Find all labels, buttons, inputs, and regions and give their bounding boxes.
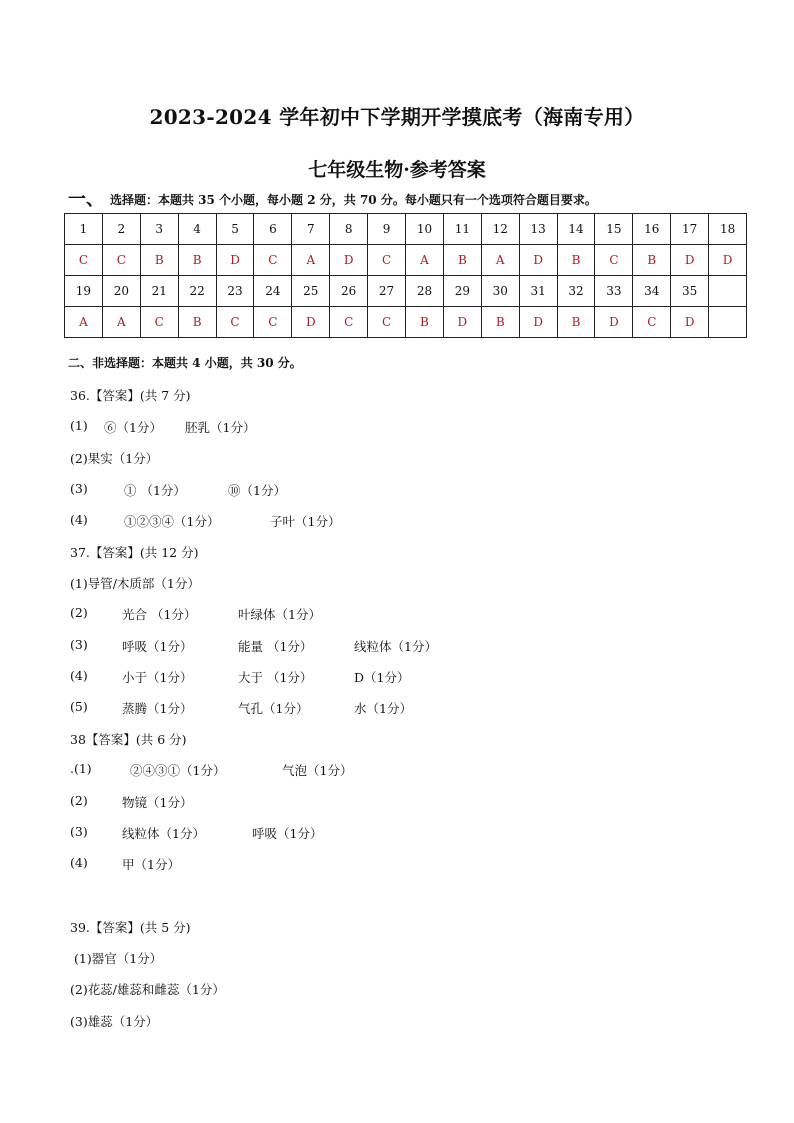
q36-line-1 [70, 418, 670, 436]
q37-5-c: 水（1分） [354, 701, 412, 716]
q37-3-num: (3) [70, 637, 88, 652]
table-cell-number: 23 [216, 276, 254, 307]
q37-5-a: 蒸腾（1分） [122, 701, 193, 716]
table-cell-number: 6 [254, 214, 292, 245]
table-cell-answer: B [178, 245, 216, 276]
table-row-answers-1 [65, 245, 747, 276]
table-cell-number: 29 [443, 276, 481, 307]
table-cell-number: 16 [633, 214, 671, 245]
q38-4-num: (4) [70, 855, 88, 870]
table-cell-answer: B [557, 245, 595, 276]
q37-header: 37.【答案】(共 12 分) [70, 545, 199, 560]
table-cell-answer: D [709, 245, 747, 276]
q38-line-1 [70, 761, 670, 779]
table-cell-number: 24 [254, 276, 292, 307]
table-cell-answer: C [595, 245, 633, 276]
q38-3-a: 线粒体（1分） [122, 826, 205, 841]
q36-header: 36.【答案】(共 7 分) [70, 388, 191, 403]
q36-1-num: (1) [70, 418, 88, 433]
table-cell-number: 7 [292, 214, 330, 245]
table-cell-answer: D [519, 245, 557, 276]
table-cell-answer: C [216, 307, 254, 338]
q38-4-a: 甲（1分） [122, 857, 180, 872]
q38-1-num: .(1) [70, 761, 92, 776]
table-cell-answer: A [292, 245, 330, 276]
q36-line-4 [70, 512, 670, 530]
q37-4-num: (4) [70, 668, 88, 683]
table-cell-answer: C [368, 245, 406, 276]
table-cell-number: 26 [330, 276, 368, 307]
table-cell-answer: D [671, 307, 709, 338]
q37-5-num: (5) [70, 699, 88, 714]
table-cell-answer: C [330, 307, 368, 338]
q38-3-b: 呼吸（1分） [252, 826, 323, 841]
section-2-heading: 二、非选择题：本题共 4 小题，共 30 分。 [68, 356, 302, 370]
table-cell-answer: D [330, 245, 368, 276]
table-cell-number: 31 [519, 276, 557, 307]
table-cell-number: 32 [557, 276, 595, 307]
q37-line-2 [70, 605, 670, 623]
table-cell-number: 2 [102, 214, 140, 245]
q37-3-a: 呼吸（1分） [122, 639, 193, 654]
table-cell-answer: C [65, 245, 103, 276]
table-cell-number [709, 276, 747, 307]
q36-3-num: (3) [70, 481, 88, 496]
q36-3-a: ① （1分） [124, 483, 186, 498]
q38-header: 38【答案】(共 6 分) [70, 732, 187, 747]
q36-4-num: (4) [70, 512, 88, 527]
q38-2-num: (2) [70, 793, 88, 808]
table-cell-number: 28 [406, 276, 444, 307]
page-title: 2023-2024 学年初中下学期开学摸底考（海南专用） [149, 105, 645, 129]
answer-table [64, 213, 747, 338]
table-cell-number: 8 [330, 214, 368, 245]
table-cell-number: 25 [292, 276, 330, 307]
table-cell-answer: D [216, 245, 254, 276]
q37-line-5 [70, 699, 670, 717]
table-cell-answer: B [557, 307, 595, 338]
q38-1-b: 气泡（1分） [282, 763, 353, 778]
table-cell-number: 27 [368, 276, 406, 307]
table-cell-answer: B [140, 245, 178, 276]
table-cell-number: 4 [178, 214, 216, 245]
q36-3-b: ⑩（1分） [228, 483, 286, 498]
q38-line-4 [70, 855, 670, 873]
q38-1-a: ②④③①（1分） [130, 763, 226, 778]
q37-line-4 [70, 668, 670, 686]
table-cell-number: 10 [406, 214, 444, 245]
table-cell-number: 33 [595, 276, 633, 307]
table-cell-number: 3 [140, 214, 178, 245]
q36-1-b: 胚乳（1分） [185, 420, 256, 435]
table-cell-answer: B [633, 245, 671, 276]
table-cell-number: 30 [481, 276, 519, 307]
table-cell-answer: C [102, 245, 140, 276]
q37-4-c: D（1分） [354, 670, 410, 685]
q36-4-b: 子叶（1分） [270, 514, 341, 529]
q37-4-b: 大于 （1分） [238, 670, 313, 685]
table-cell-number: 35 [671, 276, 709, 307]
q39-header: 39.【答案】(共 5 分) [70, 920, 191, 935]
table-cell-answer: B [481, 307, 519, 338]
table-cell-answer [709, 307, 747, 338]
table-cell-number: 1 [65, 214, 103, 245]
table-cell-answer: C [368, 307, 406, 338]
table-cell-number: 17 [671, 214, 709, 245]
table-cell-number: 15 [595, 214, 633, 245]
table-cell-number: 22 [178, 276, 216, 307]
table-row-answers-2 [65, 307, 747, 338]
table-cell-answer: A [65, 307, 103, 338]
q36-1-a: ⑥（1分） [104, 420, 162, 435]
table-cell-number: 5 [216, 214, 254, 245]
q37-line-1: (1)导管/木质部（1分） [70, 576, 200, 591]
table-cell-number: 14 [557, 214, 595, 245]
q36-line-3 [70, 481, 670, 499]
table-cell-answer: D [292, 307, 330, 338]
table-cell-answer: B [406, 307, 444, 338]
q37-4-a: 小于（1分） [122, 670, 193, 685]
q39-line-3: (3)雄蕊（1分） [70, 1014, 159, 1029]
table-cell-number: 9 [368, 214, 406, 245]
q37-2-b: 叶绿体（1分） [238, 607, 321, 622]
table-cell-number: 13 [519, 214, 557, 245]
q38-line-3 [70, 824, 670, 842]
table-cell-answer: A [102, 307, 140, 338]
table-cell-answer: D [519, 307, 557, 338]
table-cell-answer: B [178, 307, 216, 338]
q38-2-a: 物镜（1分） [122, 795, 193, 810]
section-1-number: 一、 [68, 189, 104, 210]
q39-line-1: (1)器官（1分） [74, 951, 163, 966]
table-cell-number: 21 [140, 276, 178, 307]
q37-2-a: 光合 （1分） [122, 607, 197, 622]
table-cell-number: 34 [633, 276, 671, 307]
table-cell-number: 12 [481, 214, 519, 245]
table-cell-number: 20 [102, 276, 140, 307]
table-cell-answer: D [671, 245, 709, 276]
q37-2-num: (2) [70, 605, 88, 620]
table-cell-answer: C [633, 307, 671, 338]
table-row-numbers-1 [65, 214, 747, 245]
table-cell-answer: D [595, 307, 633, 338]
table-cell-answer: C [254, 245, 292, 276]
table-cell-answer: D [443, 307, 481, 338]
table-cell-number: 11 [443, 214, 481, 245]
page-subtitle: 七年级生物·参考答案 [308, 159, 486, 181]
section-1-heading [68, 185, 597, 211]
q36-4-a: ①②③④（1分） [124, 514, 220, 529]
section-1-text: 选择题：本题共 35 个小题，每小题 2 分，共 70 分。每小题只有一个选项符合题目要求。 [110, 193, 597, 207]
q36-line-2: (2)果实（1分） [70, 451, 159, 466]
table-cell-answer: C [254, 307, 292, 338]
table-row-numbers-2 [65, 276, 747, 307]
q38-3-num: (3) [70, 824, 88, 839]
q37-line-3 [70, 637, 670, 655]
table-cell-answer: B [443, 245, 481, 276]
table-cell-number: 19 [65, 276, 103, 307]
q37-3-b: 能量 （1分） [238, 639, 313, 654]
table-cell-number: 18 [709, 214, 747, 245]
q37-5-b: 气孔（1分） [238, 701, 309, 716]
q39-line-2: (2)花蕊/雄蕊和雌蕊（1分） [70, 982, 225, 997]
table-cell-answer: A [406, 245, 444, 276]
q38-line-2 [70, 793, 670, 811]
table-cell-answer: A [481, 245, 519, 276]
table-cell-answer: C [140, 307, 178, 338]
q37-3-c: 线粒体（1分） [354, 639, 437, 654]
